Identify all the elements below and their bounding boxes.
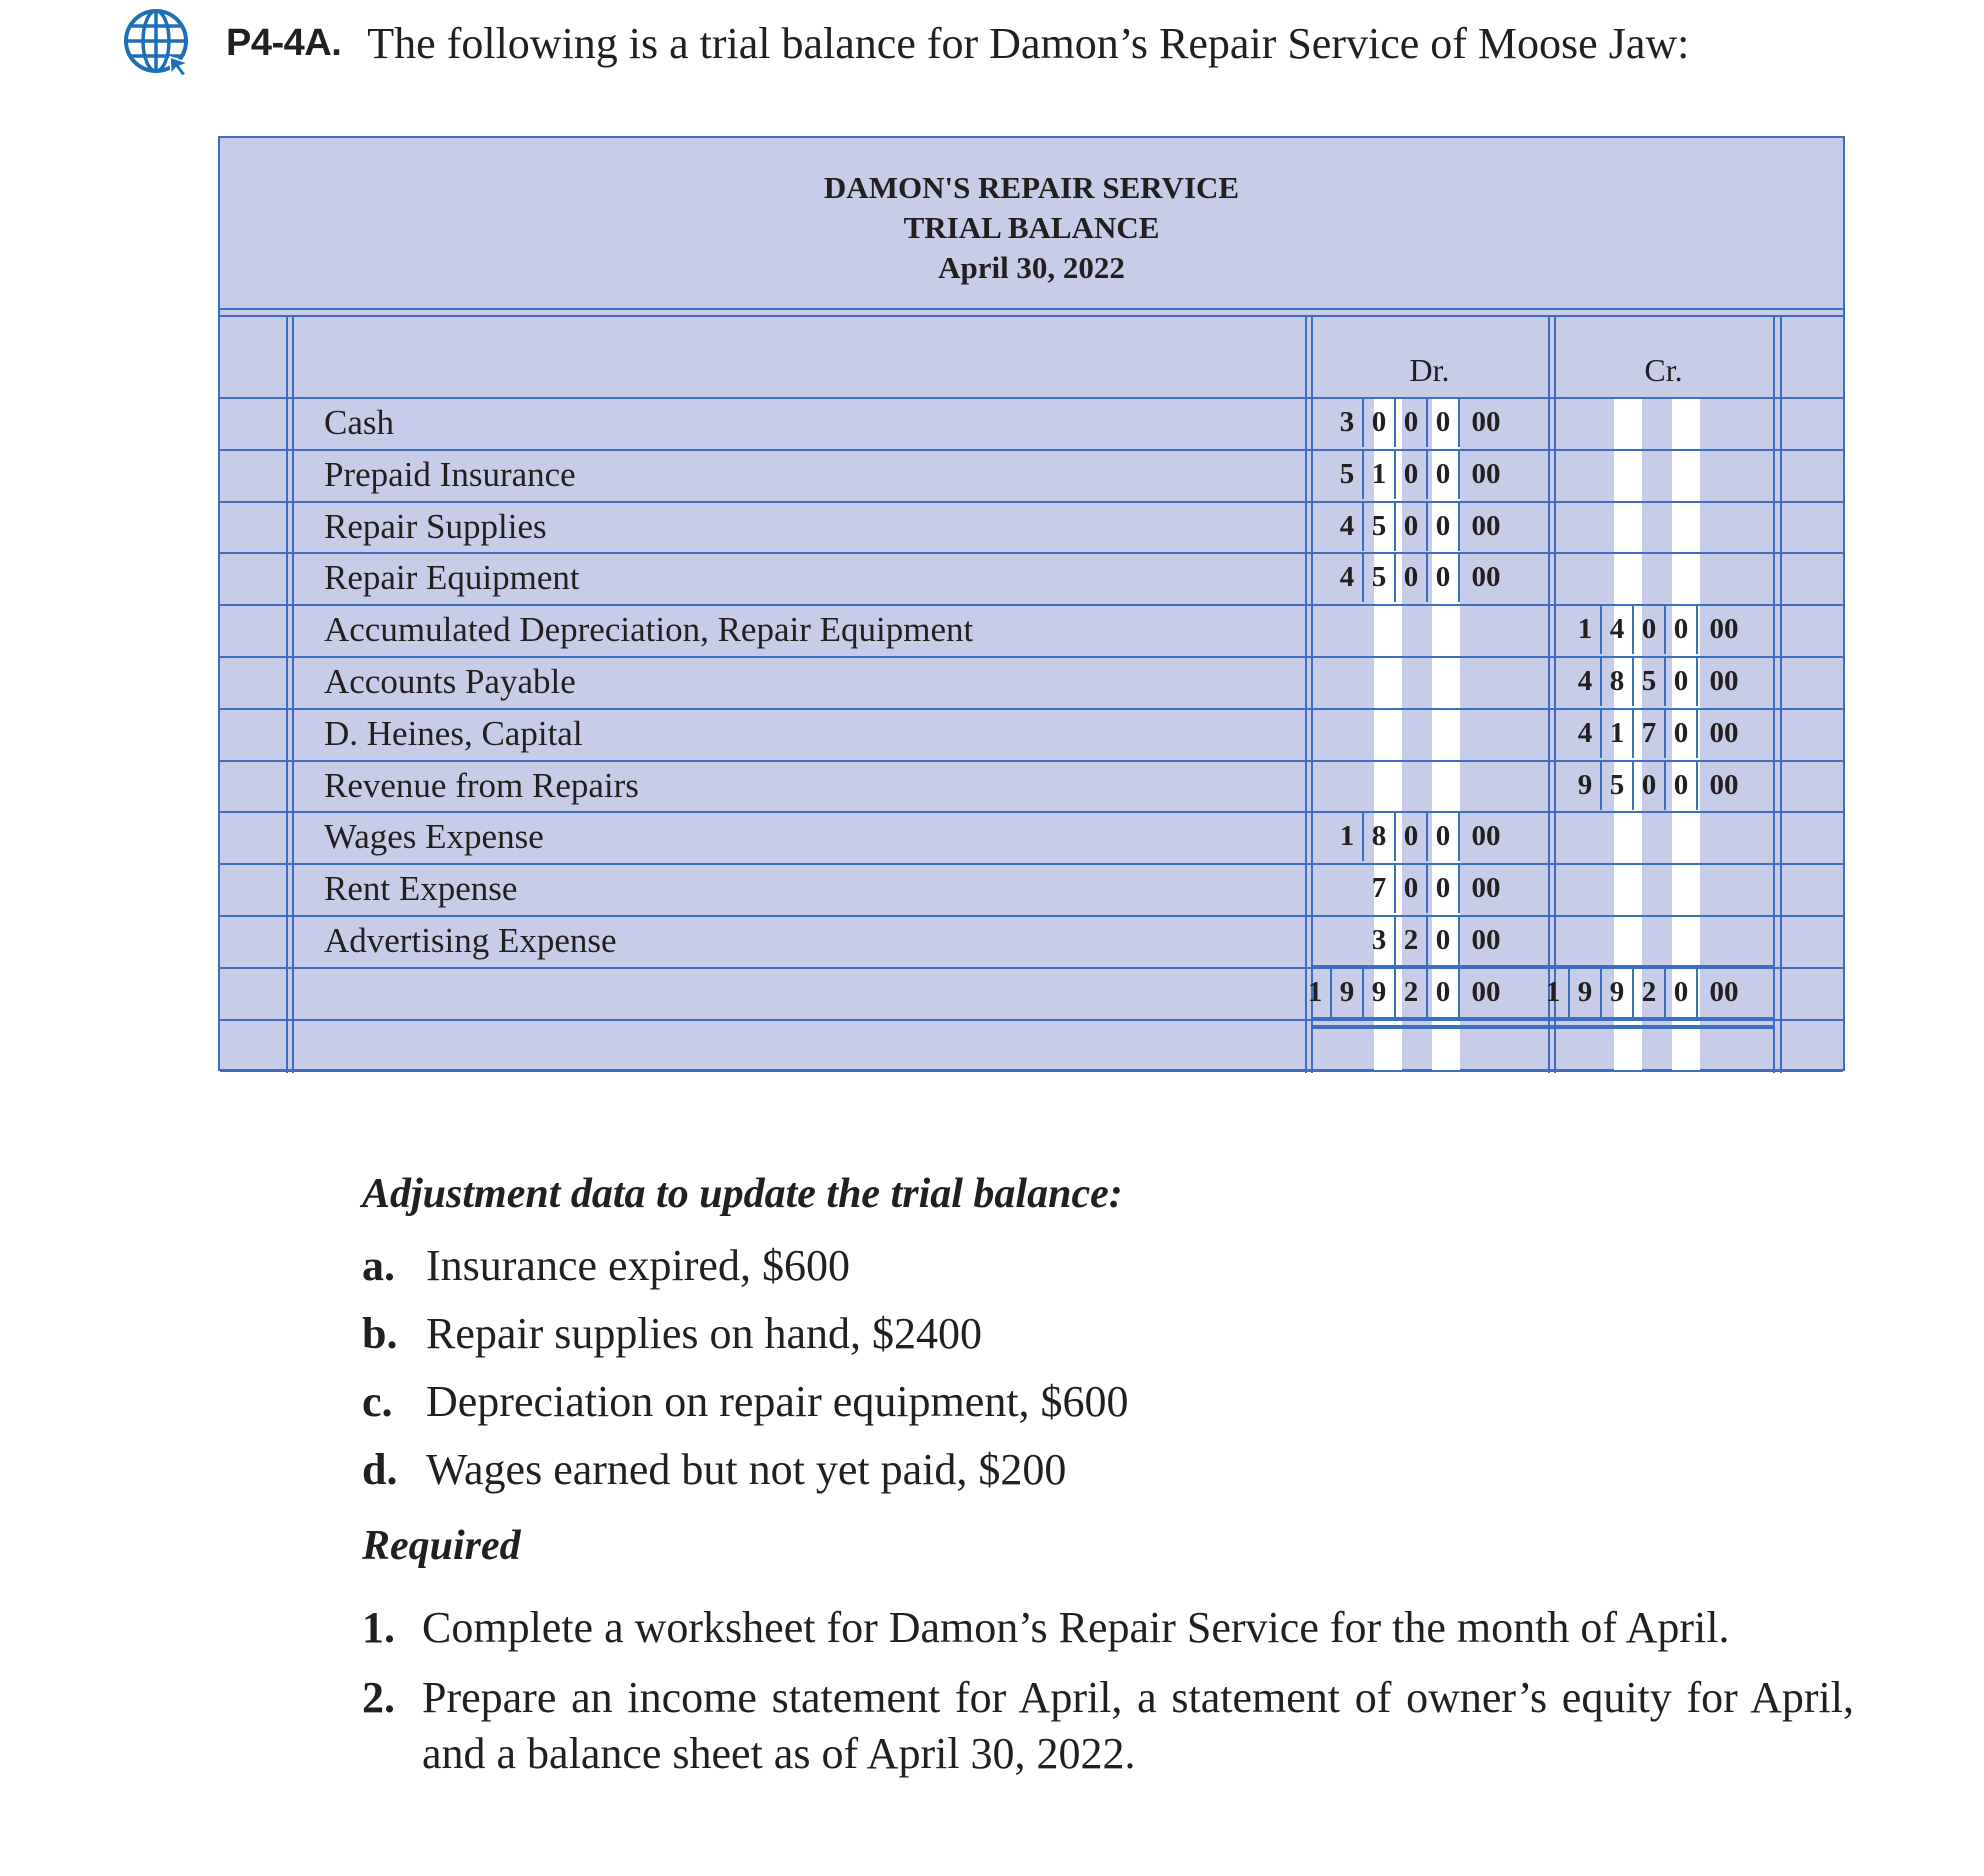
dr-amount: 4 5 0 0 00	[1332, 552, 1512, 602]
cr-cell	[1614, 552, 1642, 604]
total-cr-amount: 1 9 9 2 0 00	[1538, 967, 1750, 1017]
adjustment-section	[362, 1170, 1854, 1796]
dr-cell	[1432, 760, 1460, 812]
cr-cell	[1672, 449, 1700, 501]
account-name: Rent Expense	[324, 869, 518, 909]
dr-amount: 5 1 0 0 00	[1332, 449, 1512, 499]
cr-cell	[1614, 449, 1642, 501]
adjustment-letter: b.	[362, 1309, 398, 1358]
required-number: 1.	[362, 1603, 395, 1652]
total-double-rule	[1311, 1017, 1773, 1021]
required-item	[362, 1600, 1854, 1656]
cr-column-header: Cr.	[1644, 352, 1683, 388]
account-name: Prepaid Insurance	[324, 454, 576, 494]
account-name: Repair Supplies	[324, 506, 547, 546]
adjustment-letter: a.	[362, 1241, 395, 1290]
account-name: Cash	[324, 403, 394, 442]
dr-amount: 7 0 0 00	[1364, 863, 1512, 913]
adjustment-text: Repair supplies on hand, $2400	[426, 1309, 983, 1358]
adjustment-letter: d.	[362, 1445, 398, 1494]
column-rule	[1780, 315, 1782, 1073]
ledger-title	[220, 168, 1843, 288]
account-name: Repair Equipment	[324, 558, 580, 598]
column-rule	[286, 315, 288, 1073]
required-text: Prepare an income statement for April, a statement of owner’s equity for April, and a balance sheet as of April 30, 2022.	[422, 1673, 1854, 1778]
cr-cell	[1672, 915, 1700, 967]
adjustment-title: Adjustment data to update the trial balance:	[362, 1171, 1123, 1217]
adjustment-text: Wages earned but not yet paid, $200	[426, 1445, 1067, 1494]
cr-cell	[1672, 863, 1700, 915]
dr-amount: 1 8 0 0 00	[1332, 811, 1512, 861]
required-title: Required	[362, 1523, 521, 1569]
problem-text: The following is a trial balance for Damon’s Repair Service of Moose Jaw:	[367, 18, 1690, 68]
column-rule	[1311, 315, 1313, 1073]
dr-column-header: Dr.	[1409, 352, 1450, 388]
statement-date: April 30, 2022	[938, 250, 1125, 285]
account-name: Advertising Expense	[324, 921, 617, 960]
row-rule	[220, 1070, 1843, 1072]
adjustment-text: Depreciation on repair equipment, $600	[426, 1377, 1129, 1426]
adjustment-item	[362, 1368, 1854, 1436]
cr-amount: 4 8 5 0 00	[1570, 656, 1750, 706]
total-dr-amount: 1 9 9 2 0 00	[1300, 967, 1512, 1017]
dr-cell	[1432, 708, 1460, 760]
total-double-rule	[1311, 1025, 1773, 1029]
dr-cell	[1374, 760, 1402, 812]
account-name: Wages Expense	[324, 817, 544, 857]
cr-cell	[1672, 501, 1700, 553]
problem-header	[118, 8, 1689, 78]
cr-cell	[1614, 915, 1642, 967]
cr-cell	[1672, 397, 1700, 449]
account-name: Accumulated Depreciation, Repair Equipment	[324, 610, 974, 650]
cr-cell	[1614, 501, 1642, 553]
column-rule	[1554, 315, 1556, 1073]
account-name: Revenue from Repairs	[324, 765, 639, 805]
header-rule	[220, 315, 1843, 317]
dr-cell	[1374, 708, 1402, 760]
cr-cell	[1614, 811, 1642, 863]
cr-cell	[1614, 863, 1642, 915]
dr-cell	[1432, 656, 1460, 708]
header-rule	[220, 308, 1843, 310]
trial-balance-ledger	[218, 136, 1845, 1071]
required-text: Complete a worksheet for Damon’s Repair Service for the month of April.	[422, 1603, 1730, 1652]
column-rule	[1305, 315, 1307, 1073]
dr-amount: 3 0 0 0 00	[1332, 397, 1512, 447]
dr-cell	[1374, 604, 1402, 656]
required-item	[362, 1670, 1854, 1782]
dr-amount: 4 5 0 0 00	[1332, 501, 1512, 551]
cr-amount: 4 1 7 0 00	[1570, 708, 1750, 758]
dr-amount: 3 2 0 00	[1364, 915, 1512, 965]
company-name: DAMON'S REPAIR SERVICE	[823, 170, 1240, 205]
adjustment-text: Insurance expired, $600	[426, 1241, 850, 1290]
adjustment-item	[362, 1300, 1854, 1368]
adjustment-item	[362, 1232, 1854, 1300]
column-rule	[292, 315, 294, 1073]
column-rule	[1773, 315, 1775, 1073]
cr-cell	[1614, 397, 1642, 449]
account-name: D. Heines, Capital	[324, 713, 583, 753]
cr-amount: 1 4 0 0 00	[1570, 604, 1750, 654]
cr-cell	[1672, 811, 1700, 863]
cr-cell	[1672, 552, 1700, 604]
column-rule	[1548, 315, 1550, 1073]
dr-cell	[1432, 604, 1460, 656]
row-rule	[220, 397, 1843, 399]
adjustment-letter: c.	[362, 1377, 393, 1426]
total-rule	[1311, 965, 1773, 969]
required-number: 2.	[362, 1673, 395, 1722]
cr-amount: 9 5 0 0 00	[1570, 760, 1750, 810]
adjustment-item	[362, 1436, 1854, 1504]
account-name: Accounts Payable	[324, 662, 576, 701]
problem-number: P4-4A.	[226, 21, 342, 64]
globe-icon	[118, 3, 198, 83]
dr-cell	[1374, 656, 1402, 708]
statement-name: TRIAL BALANCE	[903, 210, 1160, 245]
